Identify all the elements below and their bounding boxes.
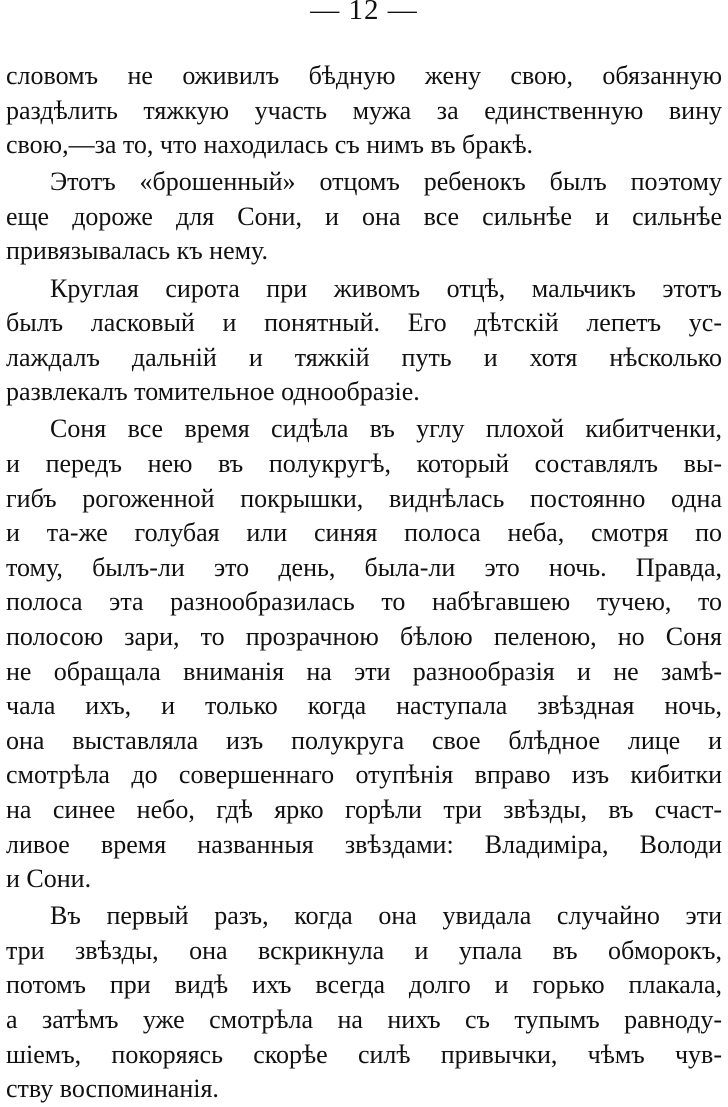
text-line: ливое время названныя звѣздами: Владиміра, Володи	[6, 829, 722, 859]
text-line: Соня все время сидѣла въ углу плохой кибитченки,	[50, 414, 722, 444]
text-line: ству воспоминанія.	[6, 1074, 219, 1104]
text-line: и передъ нею въ полукругѣ, который составлялъ вы-	[6, 449, 722, 479]
text-line: она выставляла изъ полукруга свое блѣдное лице и	[6, 725, 722, 755]
body-text	[6, 59, 722, 1107]
text-line: Въ первый разъ, когда она увидала случайно эти	[50, 901, 722, 931]
text-line: шіемъ, покоряясь скорѣе силѣ привычки, чѣмъ чув-	[6, 1039, 722, 1069]
text-line: свою,—за то, что находилась съ нимъ въ бракѣ.	[6, 130, 534, 160]
text-line: потомъ при видѣ ихъ всегда долго и горько плакала,	[6, 970, 722, 1000]
text-line: развлекалъ томительное однообразіе.	[6, 377, 420, 407]
text-line: не обращала вниманія на эти разнообразія и не замѣ-	[6, 656, 722, 686]
text-line: а затѣмъ уже смотрѣла на нихъ съ тупымъ равноду-	[6, 1005, 722, 1035]
text-line: чала ихъ, и только когда наступала звѣздная ночь,	[6, 691, 722, 721]
text-line: тому, былъ-ли это день, была-ли это ночь. Правда,	[6, 552, 722, 582]
paragraph	[6, 412, 722, 896]
text-line: и Сони.	[6, 864, 92, 894]
text-line: раздѣлить тяжкую участь мужа за единственную вину	[6, 95, 722, 125]
text-line: полоса эта разнообразилась то набѣгавшею тучею, то	[6, 587, 722, 617]
text-line: словомъ не оживилъ бѣдную жену свою, обязанную	[6, 61, 722, 90]
text-line: и та-же голубая или синяя полоса неба, смотря по	[6, 518, 722, 548]
text-line: привязывалась къ нему.	[6, 236, 268, 266]
text-line: гибъ рогоженной покрышки, виднѣлась постоянно одна	[6, 483, 722, 513]
text-line: еще дороже для Сони, и она все сильнѣе и сильнѣе	[6, 201, 722, 231]
text-line: на синее небо, гдѣ ярко горѣли три звѣзды, въ счаст-	[6, 794, 722, 824]
page-number: — 12 —	[310, 0, 418, 26]
text-line: Круглая сирота при живомъ отцѣ, мальчикъ этотъ	[50, 273, 722, 303]
paragraph	[6, 59, 722, 163]
paragraph	[6, 899, 722, 1107]
text-line: полосою зари, то прозрачною бѣлою пеленою, но Соня	[6, 622, 722, 651]
text-line: былъ ласковый и понятный. Его дѣтскій лепетъ ус-	[6, 308, 722, 338]
text-line: Этотъ «брошенный» отцомъ ребенокъ былъ поэтому	[50, 167, 722, 197]
text-line: смотрѣла до совершеннаго отупѣнія вправо изъ кибитки	[6, 760, 722, 790]
paragraph	[6, 165, 722, 269]
text-line: лаждалъ дальній и тяжкій путь и хотя нѣсколько	[6, 342, 722, 372]
paragraph	[6, 272, 722, 410]
text-line: три звѣзды, она вскрикнула и упала въ обморокъ,	[6, 935, 722, 965]
